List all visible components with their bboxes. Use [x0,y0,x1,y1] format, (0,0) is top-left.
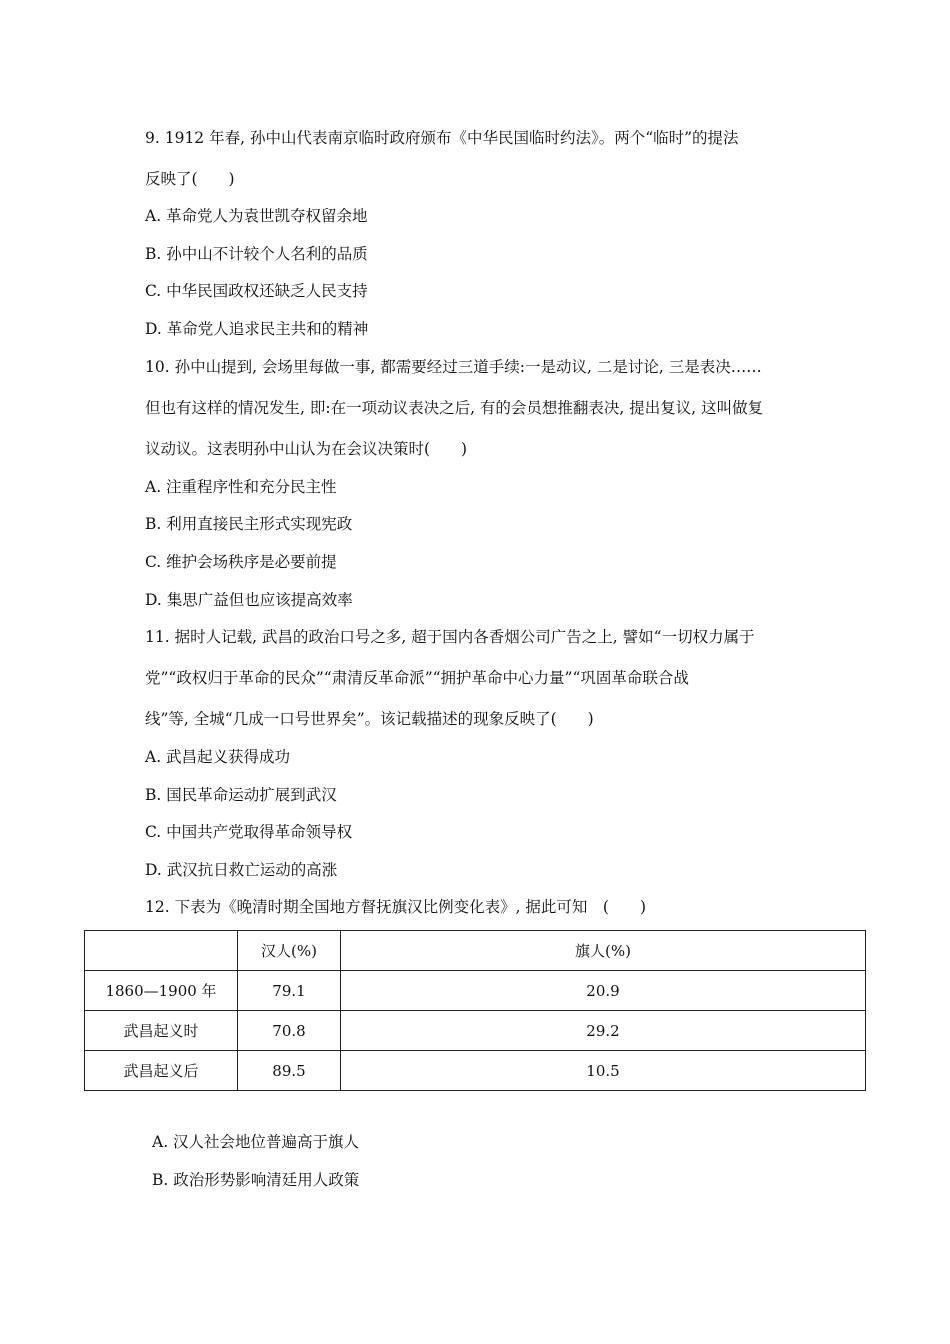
question-11-option-a: A. 武昌起义获得成功 [145,748,291,766]
table-cell: 1860—1900 年 [85,971,238,1011]
table-header-row [85,931,866,971]
table-cell: 20.9 [341,971,866,1011]
table-cell: 10.5 [341,1051,866,1091]
question-12-line-1: 12. 下表为《晚清时期全国地方督抚旗汉比例变化表》, 据此可知 ( ) [145,898,647,916]
question-9-option-a: A. 革命党人为袁世凯夺权留余地 [145,207,368,225]
table-cell: 79.1 [238,971,341,1011]
question-10-line-1: 10. 孙中山提到, 会场里每做一事, 都需要经过三道手续:一是动议, 二是讨论, 三是表决…… [145,358,762,376]
question-11-line-3: 线”等, 全城“几成一口号世界矣”。该记载描述的现象反映了( ) [145,710,594,728]
question-11-line-1: 11. 据时人记载, 武昌的政治口号之多, 超于国内各香烟公司广告之上, 譬如“一切权力属于 [145,628,755,646]
table-cell: 武昌起义后 [85,1051,238,1091]
question-11-option-b: B. 国民革命运动扩展到武汉 [145,786,337,804]
table-row [85,1051,866,1091]
table-row [85,971,866,1011]
table-header-cell: 汉人(%) [238,931,341,971]
question-10-option-c: C. 维护会场秩序是必要前提 [145,553,337,571]
question-10-option-a: A. 注重程序性和充分民主性 [145,478,337,496]
question-12-option-a: A. 汉人社会地位普遍高于旗人 [152,1133,360,1151]
table-cell: 武昌起义时 [85,1011,238,1051]
table-cell: 29.2 [341,1011,866,1051]
question-9-option-b: B. 孙中山不计较个人名利的品质 [145,245,368,263]
question-10-option-d: D. 集思广益但也应该提高效率 [145,591,353,609]
question-12-option-b: B. 政治形势影响清廷用人政策 [152,1171,360,1189]
governor-ratio-table [84,930,866,1091]
table-row [85,1011,866,1051]
table-cell: 70.8 [238,1011,341,1051]
table-cell: 89.5 [238,1051,341,1091]
question-10-line-2: 但也有这样的情况发生, 即:在一项动议表决之后, 有的会员想推翻表决, 提出复议, 这叫做复 [145,399,764,417]
table-header-cell [85,931,238,971]
question-9-option-d: D. 革命党人追求民主共和的精神 [145,320,369,338]
question-10-option-b: B. 利用直接民主形式实现宪政 [145,515,353,533]
question-11-option-c: C. 中国共产党取得革命领导权 [145,823,353,841]
question-9-line-1: 9. 1912 年春, 孙中山代表南京临时政府颁布《中华民国临时约法》。两个“临时”的提法 [145,129,739,147]
question-9-line-2: 反映了( ) [145,170,235,188]
table-header-cell: 旗人(%) [341,931,866,971]
question-9-option-c: C. 中华民国政权还缺乏人民支持 [145,282,368,300]
question-10-line-3: 议动议。这表明孙中山认为在会议决策时( ) [145,440,468,458]
question-11-line-2: 党”“政权归于革命的民众”“肃清反革命派”“拥护革命中心力量”“巩固革命联合战 [145,669,689,687]
question-11-option-d: D. 武汉抗日救亡运动的高涨 [145,861,338,879]
